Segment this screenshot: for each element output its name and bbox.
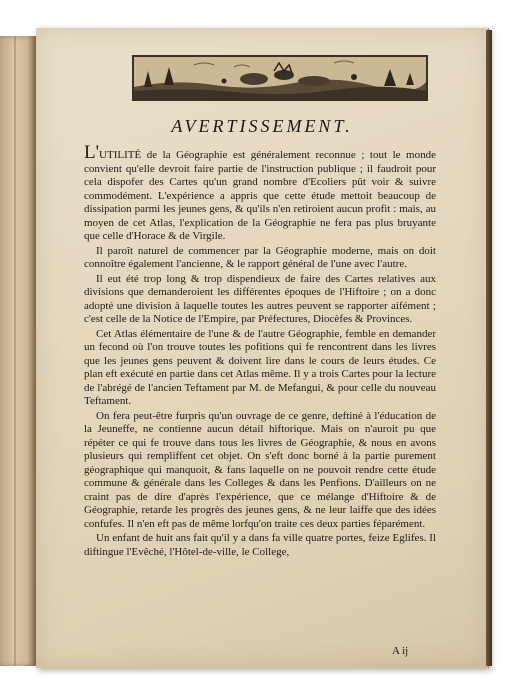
facing-page-edge xyxy=(0,36,37,666)
paragraph-1-text: UTILITÉ de la Géographie est généralement reconnue ; tout le monde convient qu'elle devroit faire partie de l'instruction publique ; il faudroit pour cela dispofer des Cartes qu'un grand nombre d'Ecoliers pût voir & suivre commodément. L'expérience a appris que cette étude mettoit beaucoup de dissipation parmi les jeunes gens, & qu'ils n'en retiroient aucun profit : mais, au moyen de cet Atlas, l'explication de la Géographie ne fera pas plus bruyante que celle d'Horace & de Virgile. xyxy=(84,149,436,242)
landscape-engraving xyxy=(134,57,426,99)
engraved-vignette xyxy=(132,55,428,101)
paragraph-6: Un enfant de huit ans fait qu'il y a dans fa ville quatre portes, feize Eglifes. Il diftingue l'Evêché, l'Hôtel-de-ville, le College, xyxy=(84,532,436,558)
drop-cap: L' xyxy=(84,142,100,163)
paragraph-4: Cet Atlas élémentaire de l'une & de l'autre Géographie, femble en demander un fecond où l'on trouve toutes les pofitions qui fe rencontrent dans les livres que les jeunes gens peuvent & doivent lire dans le cours de leurs études. Ce plan eft exécuté en partie dans cet Atlas même. Il y a trois Cartes pour la lecture de l'abrégé de l'ancien Teftament par M. de Mefangui, & pour celle du nouveau Teftament. xyxy=(84,327,436,407)
paragraph-1 xyxy=(84,142,436,244)
signature-mark: A ij xyxy=(392,645,409,657)
page-heading: AVERTISSEMENT. xyxy=(171,116,353,136)
page-fore-edge xyxy=(486,30,492,666)
body-text xyxy=(84,142,436,560)
paragraph-5: On fera peut-être furpris qu'un ouvrage de ce genre, deftiné à l'éducation de la Jeuneffe, ne contienne aucun détail hiftorique. Mais on n'auroit pu que répéter ce qui fe trouve dans tous les livres de Géographie, & nous en avons plusieurs qui rempliffent cet objet. On s'eft donc borné à la partie purement géographique qui manquoit, & fans laquelle on ne pouvoit rendre cette étude commune & générale dans les Colleges & dans les Penfions. D'ailleurs on ne craint pas de dire d'après l'expérience, que ce mélange d'Hiftoire & de Géographie, retarde les progrès des jeunes gens, & ne leur laiffe que des idées confufes. Il n'en eft pas de même lorfqu'on traite ces deux parties féparément. xyxy=(84,409,436,530)
book-page xyxy=(36,28,489,668)
paragraph-3: Il eut été trop long & trop dispendieux de faire des Cartes relatives aux divisions que demanderoient les différentes époques de l'Hiftoire ; on a donc adopté une division à laquelle toutes les autres peuvent se rapporter aifément ; c'est celle de la Notice de l'Empire, par Préfectures, Diocèfes & Provinces. xyxy=(84,272,436,325)
paragraph-2: Il paroît naturel de commencer par la Géographie moderne, mais on doit connoître également l'ancienne, & le rapport général de l'une avec l'autre. xyxy=(84,244,436,270)
